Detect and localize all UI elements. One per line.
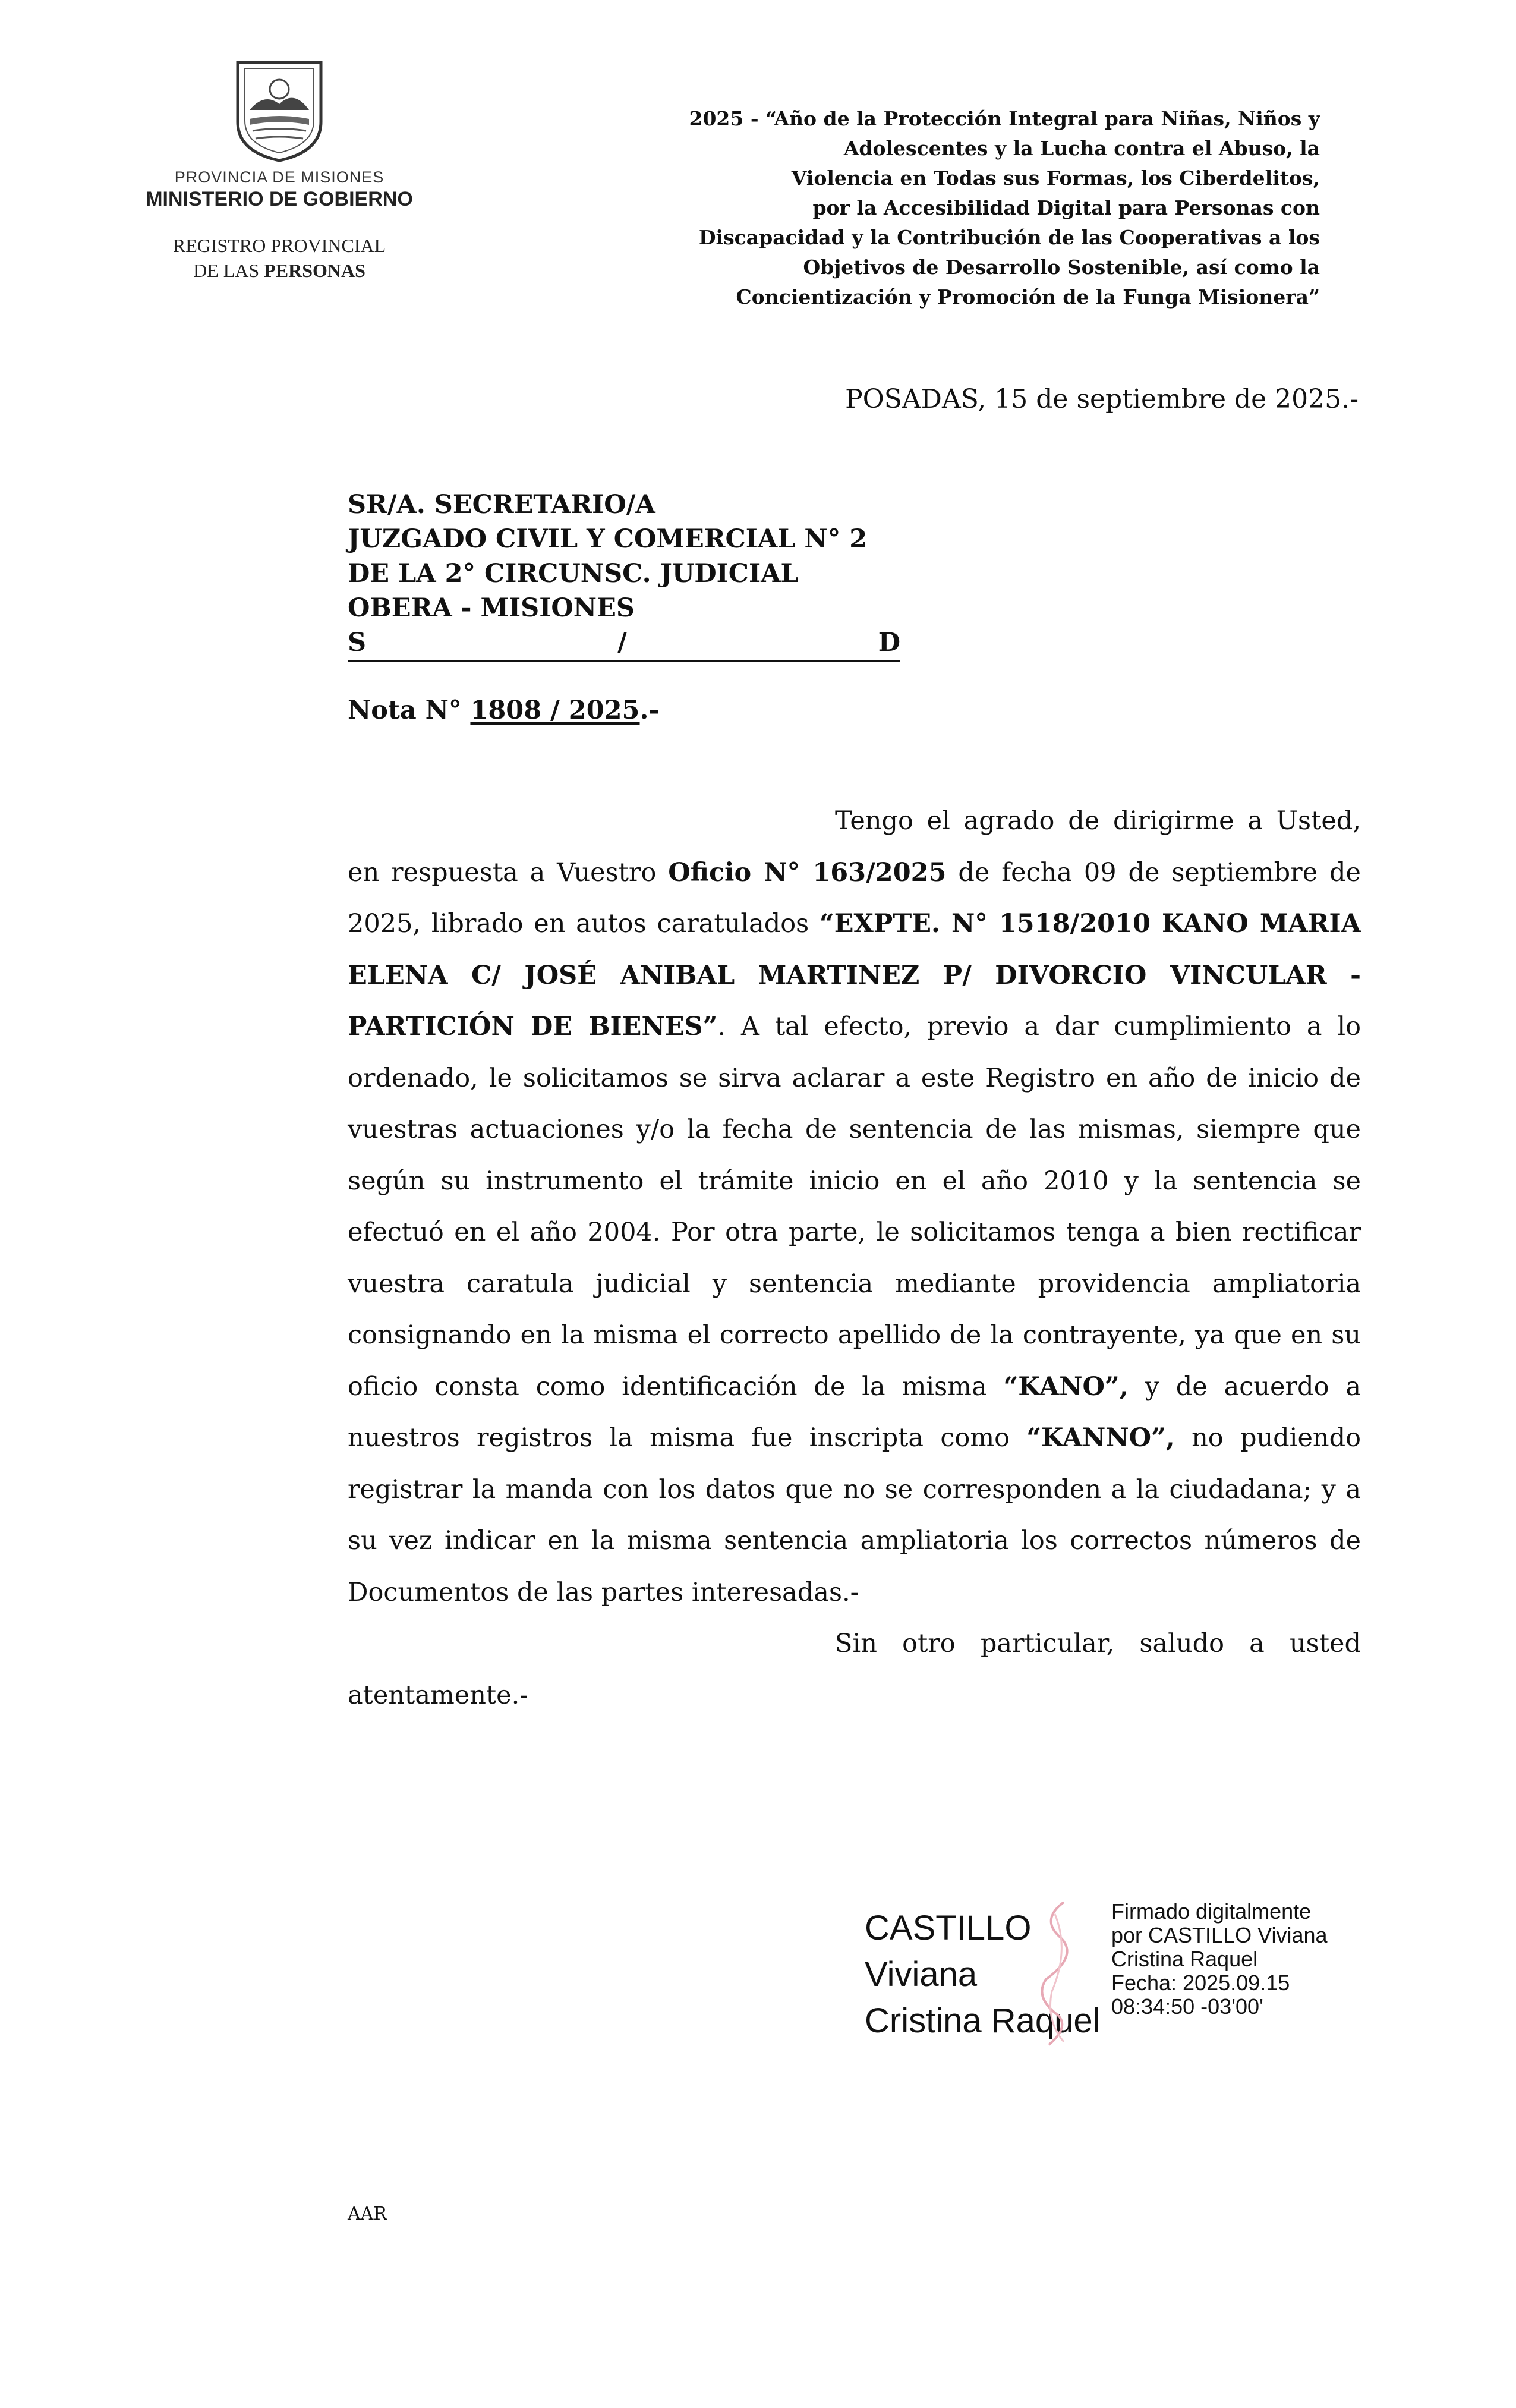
- note-number: [348, 695, 659, 725]
- note-label: Nota N°: [348, 695, 471, 725]
- signature-scribble-icon: [1028, 1896, 1082, 2051]
- motto-line: Discapacidad y la Contribución de las Cooperativas a los: [698, 226, 1320, 249]
- signature-name-line: Viviana: [865, 1955, 978, 1994]
- year-motto: [518, 104, 1320, 312]
- closing-paragraph: Sin otro particular, saludo a usted atentamente.-: [348, 1629, 1361, 1710]
- letter-text-bold: “KANO”,: [1003, 1371, 1129, 1402]
- org-province: PROVINCIA DE MISIONES: [174, 168, 384, 186]
- registry-line1: REGISTRO PROVINCIAL: [172, 235, 386, 256]
- note-suffix: .-: [639, 695, 660, 725]
- registry-line2-prefix: DE LAS: [193, 259, 264, 281]
- author-initials: AAR: [348, 2204, 387, 2224]
- note-number-value: 1808 / 2025: [470, 695, 640, 725]
- letter-text: no pudiendo registrar la manda con los datos que no se corresponden a la ciudadana; y a su vez indicar en la misma sentencia ampliatoria los correctos números de Documentos de las partes interesadas.-: [348, 1423, 1361, 1607]
- addressee-line: JUZGADO CIVIL Y COMERCIAL N° 2: [348, 524, 868, 554]
- letter-text: Tengo el agrado de dirigirme a Usted, en respuesta a Vuestro: [348, 806, 1361, 887]
- registry-line2: [137, 259, 422, 284]
- provincial-seal-icon: [232, 56, 327, 163]
- signature-detail-line: 08:34:50 -03'00': [1111, 1994, 1263, 2019]
- signature-name-line: Cristina Raquel: [865, 2001, 1101, 2040]
- registry-name: [137, 234, 422, 283]
- addressee-line: DE LA 2° CIRCUNSC. JUDICIAL: [348, 559, 799, 588]
- motto-line: por la Accesibilidad Digital para Personas con: [812, 196, 1320, 219]
- sd-slash: /: [617, 628, 627, 657]
- letter-text: y de acuerdo a nuestros registros la misma fue inscripta como: [348, 1371, 1361, 1453]
- sd-line: [348, 625, 900, 662]
- date-line: POSADAS, 15 de septiembre de 2025.-: [845, 384, 1359, 414]
- letter-body: [348, 795, 1361, 1721]
- motto-line: Concientización y Promoción de la Funga Misionera”: [736, 285, 1320, 309]
- motto-line: Adolescentes y la Lucha contra el Abuso, la: [843, 137, 1320, 160]
- letter-text-bold: Oficio N° 163/2025: [668, 857, 947, 887]
- registry-line2-bold: PERSONAS: [264, 259, 365, 281]
- org-ministry: MINISTERIO DE GOBIERNO: [146, 188, 413, 210]
- letter-paragraph: [348, 795, 1361, 1618]
- letter-text-bold: “KANNO”,: [1026, 1423, 1175, 1453]
- signature-detail-line: Cristina Raquel: [1111, 1947, 1258, 1971]
- signature-name-line: CASTILLO: [865, 1909, 1032, 1947]
- motto-line: 2025 - “Año de la Protección Integral para Niñas, Niños y: [689, 107, 1320, 130]
- signature-detail-line: Fecha: 2025.09.15: [1111, 1971, 1290, 1995]
- motto-line: Objetivos de Desarrollo Sostenible, así como la: [803, 256, 1320, 279]
- addressee-block: [348, 487, 900, 662]
- header-logo-block: [137, 56, 422, 283]
- sd-d: D: [878, 628, 900, 657]
- letter-text-bold: “EXPTE. N° 1518/2010 KANO MARIA ELENA C/ JOSÉ ANIBAL MARTINEZ P/ DIVORCIO VINCULAR - PARTICIÓN DE BIENES”: [348, 909, 1361, 1041]
- letter-text: de fecha 09 de septiembre de 2025, librado en autos caratulados: [348, 857, 1361, 939]
- signature-detail-line: por CASTILLO Viviana: [1111, 1923, 1328, 1947]
- motto-line: Violencia en Todas sus Formas, los Ciberdelitos,: [791, 166, 1320, 190]
- signature-detail-line: Firmado digitalmente: [1111, 1899, 1312, 1924]
- signature-details: [1111, 1900, 1328, 2019]
- sd-s: S: [348, 628, 367, 657]
- letter-text: . A tal efecto, previo a dar cumplimiento a lo ordenado, le solicitamos se sirva aclarar a este Registro en año de inicio de vuestras actuaciones y/o la fecha de sentencia de las mismas, siempre que según su instrumento el trámite inicio en el año 2010 y la sentencia se efectuó en el año 2004. Por otra parte, le solicitamos tenga a bien rectificar vuestra caratula judicial y sentencia mediante providencia ampliatoria consignando en la misma el correcto apellido de la contrayente, ya que en su oficio consta como identificación de la misma: [348, 1012, 1361, 1402]
- addressee-line: SR/A. SECRETARIO/A: [348, 490, 655, 520]
- addressee-line: OBERA - MISIONES: [348, 593, 635, 623]
